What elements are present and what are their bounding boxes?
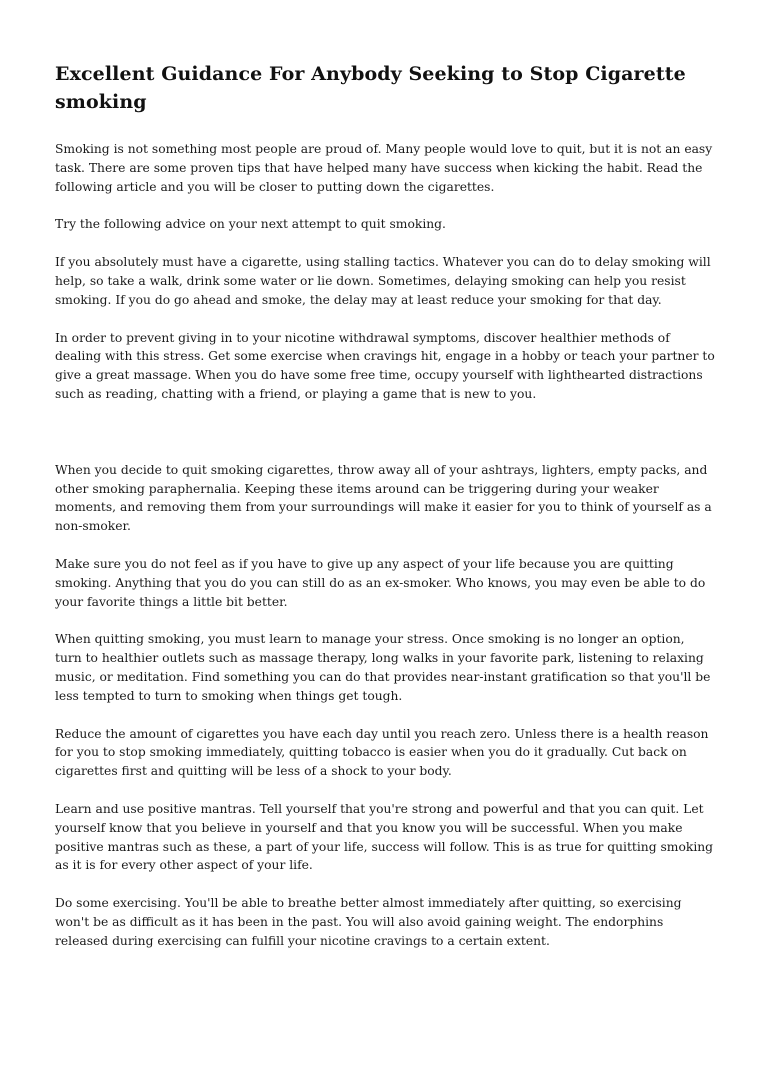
paragraph: Smoking is not something most people are proud of. Many people would love to quit, but it is not an easy task. There are some proven tips that have helped many have success when kicking the habit. Read the following article and you will be closer to putting down the cigarettes. [55, 142, 713, 194]
paragraph: When quitting smoking, you must learn to manage your stress. Once smoking is no longer an option, turn to healthier outlets such as massage therapy, long walks in your favorite park, listening to relaxing music, or meditation. Find something you can do that provides near-instant gratification so that you'll be less tempted to turn to smoking when things get tough. [55, 632, 711, 703]
paragraph: Do some exercising. You'll be able to breathe better almost immediately after quitting, so exercising won't be as difficult as it has been in the past. You will also avoid gaining weight. The endorphins released during exercising can fulfill your nicotine cravings to a certain extent. [55, 896, 682, 948]
paragraph: Make sure you do not feel as if you have to give up any aspect of your life because you are quitting smoking. Anything that you do you can still do as an ex-smoker. Who knows, you may even be able to do your favorite things a little bit better. [55, 556, 706, 609]
paragraph: If you absolutely must have a cigarette, using stalling tactics. Whatever you can do to delay smoking will help, so take a walk, drink some water or lie down. Sometimes, delaying smoking can help you resist smoking. If you do go ahead and smoke, the delay may at least reduce your smoking for that day. [55, 255, 711, 307]
paragraph: Try the following advice on your next attempt to quit smoking. [55, 217, 446, 232]
paragraph: Learn and use positive mantras. Tell yourself that you're strong and powerful and that you can quit. Let yourself know that you believe in yourself and that you know you will be successful. When you make positive mantras such as these, a part of your life, success will follow. This is as true for quitting smoking as it is for every other aspect of your life. [55, 801, 714, 873]
document-page [55, 60, 715, 970]
paragraph: When you decide to quit smoking cigarettes, throw away all of your ashtrays, lighters, empty packs, and other smoking paraphernalia. Keeping these items around can be triggering during your weaker moments, and removing them from your surroundings will make it easier for you to think of yourself as a non-smoker. [55, 462, 712, 534]
page-title: Excellent Guidance For Anybody Seeking to Stop Cigarette smoking [55, 63, 686, 113]
paragraph: Reduce the amount of cigarettes you have each day until you reach zero. Unless there is a health reason for you to stop smoking immediately, quitting tobacco is easier when you do it gradually. Cut back on cigarettes first and quitting will be less of a shock to your body. [55, 726, 709, 779]
paragraph: In order to prevent giving in to your nicotine withdrawal symptoms, discover healthier methods of dealing with this stress. Get some exercise when cravings hit, engage in a hobby or teach your partner to give a great massage. When you do have some free time, occupy yourself with lighthearted distractions such as reading, chatting with a friend, or playing a game that is new to you. [55, 330, 715, 401]
